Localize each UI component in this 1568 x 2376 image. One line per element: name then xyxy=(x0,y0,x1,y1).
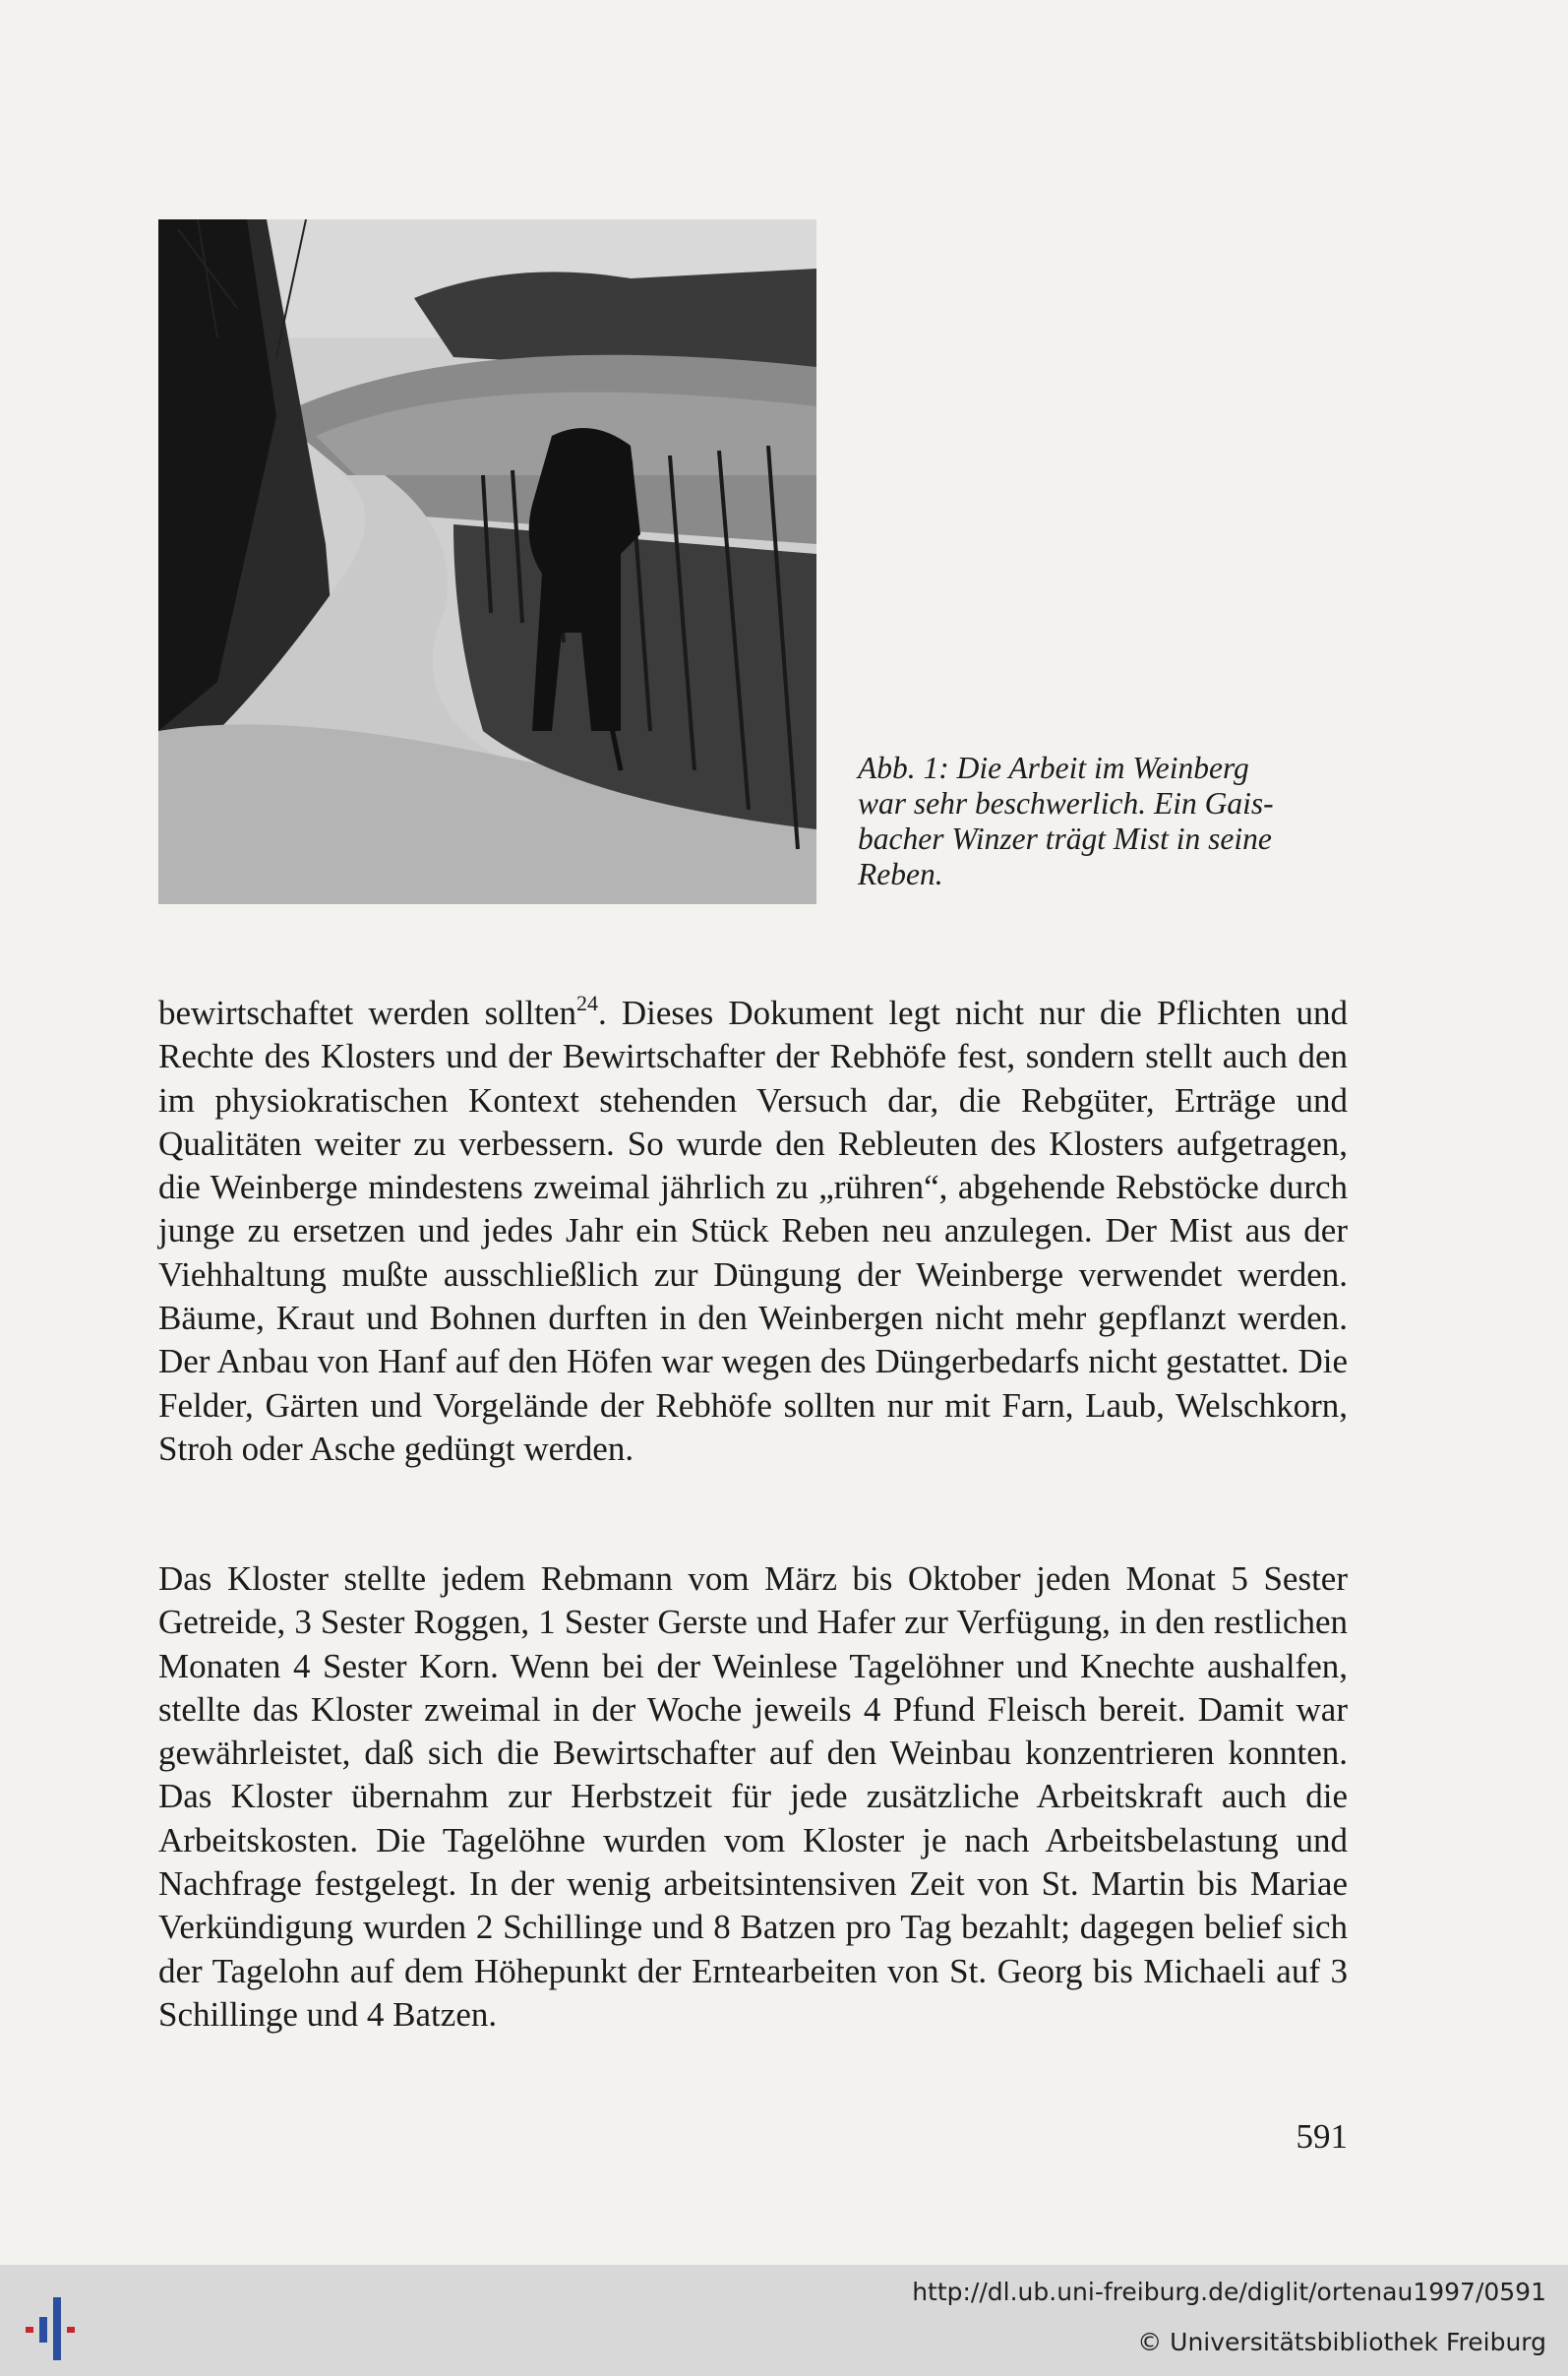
paragraph-1-text: . Dieses Dokument legt nicht nur die Pflichten und Rechte des Klosters und der Bewirtschafter der Rebhöfe fest, sondern stellt auch den im physiokratischen Kontext stehenden Versuch dar, die Rebgüter, Erträge und Qualitäten weiter zu verbessern. So wurde den Rebleuten des Klosters aufgetragen, die Weinberge mindestens zweimal jährlich zu „rühren“, abgehende Rebstöcke durch junge zu ersetzen und jedes Jahr ein Stück Reben neu anzulegen. Der Mist aus der Viehhaltung mußte ausschließlich zur Düngung der Weinberge verwendet werden. Bäume, Kraut und Bohnen durften in den Weinbergen nicht mehr gepflanzt werden. Der Anbau von Hanf auf den Höfen war wegen des Düngerbedarfs nicht gestattet. Die Felder, Gärten und Vorgelände der Rebhöfe sollten nur mit Farn, Laub, Welschkorn, Stroh oder Asche gedüngt werden. xyxy=(158,994,1349,1468)
body-paragraph-1 xyxy=(158,992,1348,1471)
footer-url-link[interactable]: http://dl.ub.uni-freiburg.de/diglit/ortenau1997/0591 xyxy=(912,2278,1546,2306)
page-number: 591 xyxy=(1296,2117,1348,2156)
vineyard-photo-image xyxy=(158,219,816,904)
ub-freiburg-logo-icon xyxy=(16,2297,94,2360)
caption-line: war sehr beschwerlich. Ein Gais- xyxy=(858,786,1274,821)
body-paragraph-2: Das Kloster stellte jedem Rebmann vom März bis Oktober jeden Monat 5 Sester Getreide, 3 Sester Roggen, 1 Sester Gerste und Hafer zur Verfügung, in den restlichen Monaten 4 Sester Korn. Wenn bei der Weinlese Tagelöhner und Knechte aushalfen, stellte das Kloster zweimal in der Woche jeweils 4 Pfund Fleisch bereit. Damit war gewährleistet, daß sich die Bewirtschafter auf den Weinbau konzentrieren konnten. Das Kloster übernahm zur Herbstzeit für jede zusätzliche Arbeitskraft auch die Arbeitskosten. Die Tagelöhne wurden vom Kloster je nach Arbeitsbelastung und Nachfrage festgelegt. In der wenig arbeitsintensiven Zeit von St. Martin bis Mariae Verkündigung wurden 2 Schillinge und 8 Batzen pro Tag bezahlt; dagegen belief sich der Tagelohn auf dem Höhepunkt der Erntearbeiten von St. Georg bis Michaeli auf 3 Schillinge und 4 Batzen. xyxy=(158,1559,1348,2034)
figure-caption xyxy=(858,751,1348,892)
footnote-reference[interactable]: 24 xyxy=(575,991,598,1015)
caption-line: Reben. xyxy=(858,857,943,891)
vineyard-photo xyxy=(158,219,816,904)
paragraph-1-lead: bewirtschaftet werden sollten xyxy=(158,994,576,1032)
caption-line: bacher Winzer trägt Mist in seine xyxy=(858,822,1272,856)
caption-line: Abb. 1: Die Arbeit im Weinberg xyxy=(858,751,1249,785)
footer-copyright: © Universitätsbibliothek Freiburg xyxy=(1137,2328,1546,2356)
